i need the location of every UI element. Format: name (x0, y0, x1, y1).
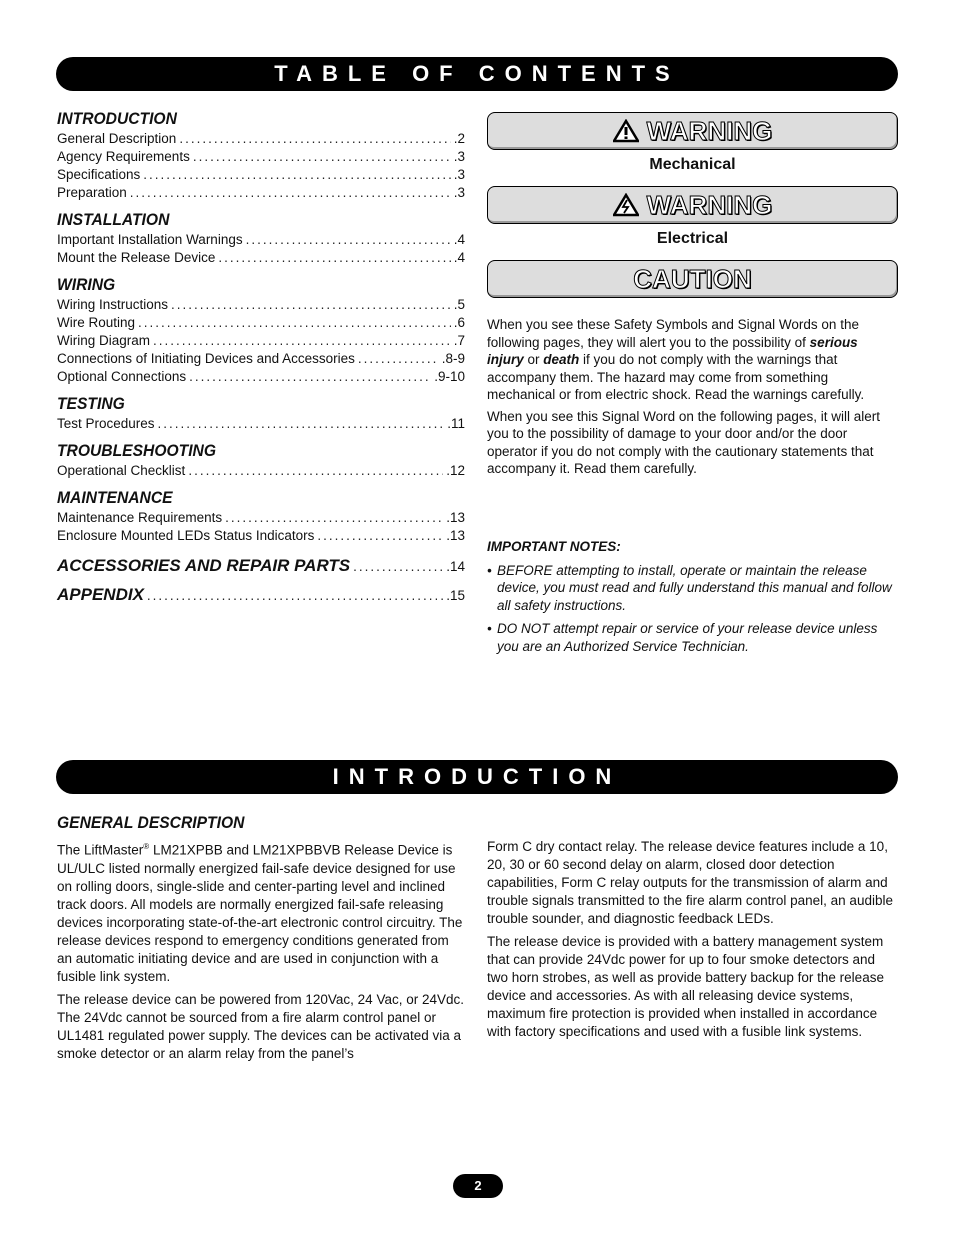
toc-leader (218, 249, 450, 267)
toc-entry-label: Connections of Initiating Devices and Accessories (57, 351, 355, 366)
toc-entry[interactable] (57, 527, 465, 545)
important-notes (487, 538, 898, 661)
warning-mechanical-box (487, 112, 898, 150)
toc-section (57, 209, 465, 267)
toc-entry-page: .7 (453, 333, 465, 348)
toc-section (57, 108, 465, 202)
safety-paragraph-1: When you see these Safety Symbols and Signal Words on the following pages, they will alert you to the possibility of serious injury or death if you do not comply with the warnings that accompany them. The hazard may come from something mechanical or from electric shock. Read the warnings carefully. (487, 317, 865, 402)
toc-entry-label: Wire Routing (57, 315, 136, 330)
toc-entry-page: .9-10 (434, 369, 465, 384)
toc-leader (171, 296, 451, 314)
general-paragraph-3: Form C dry contact relay. The release device features include a 10, 20, 30 or 60 second delay on alarm, closed door detection capabilities, Form C relay outputs for the transmission of alarm and trouble signals transmitted to the fire alarm control panel, an audible trouble sounder, and diagnostic feedback LEDs. (487, 839, 893, 926)
toc-entry-page: .8-9 (441, 351, 465, 366)
general-paragraph-1: The LiftMaster® LM21XPBB and LM21XPBBVB Release Device is UL/ULC listed normally energized fail-safe device designed for use on rolling doors, single-slide and center-parting level and inclined track doors. All models are normally energized fail-safe releasing devices incorporating state-of-the-art electronic control circuitry. The release devices respond to emergency conditions generated from an automatic initiating device and are used in conjunction with a fusible link system. (57, 842, 463, 984)
toc-leader (189, 368, 431, 386)
toc-section (57, 274, 465, 386)
toc-entry-label: General Description (57, 131, 177, 146)
toc-major-entry[interactable] (57, 552, 465, 581)
mechanical-label: Mechanical (649, 156, 736, 173)
toc-section (57, 440, 465, 480)
toc-section (57, 393, 465, 433)
toc-entry-page: .3 (453, 185, 465, 200)
toc-entry-label: Agency Requirements (57, 149, 190, 164)
toc-entry-label: Operational Checklist (57, 463, 186, 478)
toc-major-entry[interactable] (57, 581, 465, 610)
general-description-right (487, 838, 897, 1046)
toc-section-heading: TROUBLESHOOTING (57, 441, 217, 460)
toc-section-heading: TESTING (57, 394, 125, 413)
toc-entry-page: .11 (447, 416, 465, 431)
toc-entry-label: APPENDIX (57, 585, 144, 604)
toc-leader (225, 509, 443, 527)
toc-entry[interactable] (57, 332, 465, 350)
toc-entry-page: .12 (446, 463, 465, 478)
toc-leader (143, 166, 450, 184)
toc-entry-label: Optional Connections (57, 369, 187, 384)
warning-electrical-box (487, 186, 898, 224)
page-number: 2 (453, 1174, 503, 1198)
toc-entry[interactable] (57, 368, 465, 386)
general-description-heading: GENERAL DESCRIPTION (57, 813, 245, 832)
toc-entry-page: .6 (453, 315, 465, 330)
safety-panel (487, 112, 898, 482)
general-paragraph-4: The release device is provided with a battery management system that can provide 24Vdc power for up to four smoke detectors and two horn strobes, as well as provide battery backup for the release device and accessories. As with all releasing device systems, maximum fire protection is provided when installed in accordance with factory specifications and used with a fusible link systems. (487, 934, 884, 1039)
toc-leader (138, 314, 451, 332)
toc-entry-page: .3 (453, 149, 465, 164)
safety-paragraph-2: When you see this Signal Word on the following pages, it will alert you to the possibility of damage to your door and/or the door operator if you do not comply with the cautionary statements that accompany it. Read them carefully. (487, 408, 880, 476)
toc-entry[interactable] (57, 296, 465, 314)
toc-entry[interactable] (57, 166, 465, 184)
toc-entry[interactable] (57, 415, 465, 433)
table-of-contents (57, 108, 465, 610)
electrical-label: Electrical (656, 230, 729, 247)
toc-leader (188, 462, 443, 480)
warning-triangle-icon (613, 119, 639, 143)
toc-leader (317, 527, 443, 545)
toc-section-heading: WIRING (57, 275, 116, 294)
toc-entry-label: Enclosure Mounted LEDs Status Indicators (57, 528, 315, 543)
note-item: • BEFORE attempting to install, operate or maintain the release device, you must read and fully understand this manual and follow all safety instructions. (487, 562, 892, 613)
toc-entry-label: Wiring Instructions (57, 297, 169, 312)
toc-entry-page: .14 (446, 559, 465, 574)
toc-entry-page: .15 (446, 588, 465, 603)
toc-entry-page: .4 (453, 232, 465, 247)
electrical-hazard-icon (613, 193, 639, 217)
toc-leader (130, 184, 451, 202)
toc-entry[interactable] (57, 249, 465, 267)
caution-box (487, 260, 898, 298)
toc-entry-label: Test Procedures (57, 416, 155, 431)
warning-word: WARNING (646, 115, 773, 146)
toc-entry[interactable] (57, 184, 465, 202)
toc-entry-page: .5 (453, 297, 465, 312)
toc-entry-label: Mount the Release Device (57, 250, 216, 265)
toc-entry-label: Specifications (57, 167, 141, 182)
toc-entry-label: ACCESSORIES AND REPAIR PARTS (57, 556, 351, 575)
toc-entry[interactable] (57, 148, 465, 166)
toc-banner: TABLE OF CONTENTS (56, 57, 898, 91)
toc-entry[interactable] (57, 462, 465, 480)
toc-leader (246, 231, 451, 249)
toc-section-heading: MAINTENANCE (57, 488, 173, 507)
caution-word: CAUTION (633, 263, 752, 294)
toc-entry-page: .2 (453, 131, 465, 146)
toc-leader (147, 582, 443, 610)
general-description-left (57, 812, 467, 1068)
toc-leader (193, 148, 451, 166)
toc-leader (153, 332, 451, 350)
toc-entry-page: .13 (446, 510, 465, 525)
warning-word: WARNING (646, 189, 773, 220)
toc-entry[interactable] (57, 314, 465, 332)
toc-entry[interactable] (57, 350, 465, 368)
toc-entry-label: Wiring Diagram (57, 333, 151, 348)
toc-leader (179, 130, 450, 148)
note-item: • DO NOT attempt repair or service of your release device unless you are an Authorized Service Technician. (487, 621, 878, 654)
toc-section-heading: INSTALLATION (57, 210, 170, 229)
toc-entry-page: .13 (446, 528, 465, 543)
toc-section (57, 487, 465, 545)
toc-leader (358, 350, 439, 368)
toc-entry-label: Maintenance Requirements (57, 510, 223, 525)
toc-entry-label: Preparation (57, 185, 127, 200)
toc-entry[interactable] (57, 509, 465, 527)
toc-leader (353, 553, 443, 581)
intro-banner: INTRODUCTION (56, 760, 898, 794)
toc-entry-label: Important Installation Warnings (57, 232, 243, 247)
toc-entry-page: .3 (453, 167, 465, 182)
general-paragraph-2: The release device can be powered from 120Vac, 24 Vac, or 24Vdc. The 24Vdc cannot be sourced from a fire alarm control panel or UL1481 regulated power supply. The devices can be activated via a smoke detector or an alarm relay from the panel’s (57, 991, 464, 1061)
toc-entry-page: .4 (453, 250, 465, 265)
notes-heading: IMPORTANT NOTES: (487, 539, 621, 554)
toc-section-heading: INTRODUCTION (57, 109, 177, 128)
toc-entry[interactable] (57, 130, 465, 148)
toc-leader (158, 415, 445, 433)
toc-entry[interactable] (57, 231, 465, 249)
